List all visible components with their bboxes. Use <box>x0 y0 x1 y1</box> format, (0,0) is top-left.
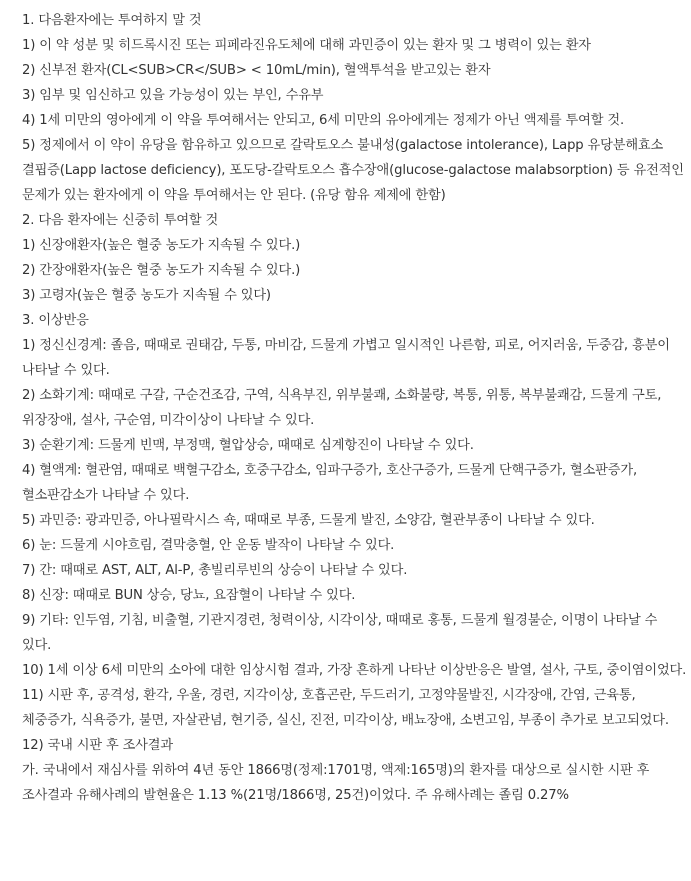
section-heading-adverse-reactions: 3. 이상반응 <box>22 313 89 328</box>
list-item: 7) 간: 때때로 AST, ALT, Al-P, 총빌리루빈의 상승이 나타날 수 있다. <box>22 563 408 578</box>
list-item: 6) 눈: 드물게 시야흐림, 결막충혈, 안 운동 발작이 나타날 수 있다. <box>22 538 395 553</box>
list-item: 가. 국내에서 재심사를 위하여 4년 동안 1866명(정제:1701명, 액제:165명)의 환자를 대상으로 실시한 시판 후 조사결과 유해사례의 발현율은 1.13 %(21명/1866명, 25건)이었다. 주 유해사례는 졸림 0.27% <box>22 763 654 803</box>
list-item: 5) 과민증: 광과민증, 아나필락시스 쇽, 때때로 부종, 드물게 발진, 소양감, 혈관부종이 나타날 수 있다. <box>22 513 595 528</box>
document-body <box>22 8 687 808</box>
list-item: 2) 소화기계: 때때로 구갈, 구순건조감, 구역, 식욕부진, 위부불쾌, 소화불량, 복통, 위통, 복부불쾌감, 드물게 구토, 위장장애, 설사, 구순염, 미각이상이 나타날 수 있다. <box>22 388 666 428</box>
section-heading-contraindications: 1. 다음환자에는 투여하지 말 것 <box>22 13 202 28</box>
list-item: 11) 시판 후, 공격성, 환각, 우울, 경련, 지각이상, 호흡곤란, 두드러기, 고정약물발진, 시각장애, 간염, 근육통, 체중증가, 식욕증가, 불면, 자살관념, 현기증, 실신, 진전, 미각이상, 배뇨장애, 소변고임, 부종이 추가로 보고되었다. <box>22 688 669 728</box>
list-item: 9) 기타: 인두염, 기침, 비출혈, 기관지경련, 청력이상, 시각이상, 때때로 홍통, 드물게 월경불순, 이명이 나타날 수 있다. <box>22 613 662 653</box>
section-heading-precautions: 2. 다음 환자에는 신중히 투여할 것 <box>22 213 219 228</box>
list-item: 4) 혈액계: 혈관염, 때때로 백혈구감소, 호중구감소, 임파구증가, 호산구증가, 드물게 단핵구증가, 혈소판증가, 혈소판감소가 나타날 수 있다. <box>22 463 642 503</box>
list-item: 2) 간장애환자(높은 혈중 농도가 지속될 수 있다.) <box>22 263 301 278</box>
list-item: 3) 고령자(높은 혈중 농도가 지속될 수 있다) <box>22 288 271 303</box>
list-item: 10) 1세 이상 6세 미만의 소아에 대한 임상시험 결과, 가장 흔하게 나타난 이상반응은 발열, 설사, 구토, 중이염이었다. <box>22 663 687 678</box>
list-item: 12) 국내 시판 후 조사결과 <box>22 738 173 753</box>
list-item: 3) 순환기계: 드물게 빈맥, 부정맥, 혈압상승, 때때로 심계항진이 나타날 수 있다. <box>22 438 474 453</box>
list-item: 3) 임부 및 임신하고 있을 가능성이 있는 부인, 수유부 <box>22 88 324 103</box>
list-item: 1) 신장애환자(높은 혈중 농도가 지속될 수 있다.) <box>22 238 301 253</box>
list-item: 8) 신장: 때때로 BUN 상승, 당뇨, 요잠혈이 나타날 수 있다. <box>22 588 356 603</box>
list-item: 5) 정제에서 이 약이 유당을 함유하고 있으므로 갈락토오스 불내성(galactose intolerance), Lapp 유당분해효소 결핍증(Lapp lactose deficiency), 포도당-갈락토오스 흡수장애(glucose-galactose malabsorption) 등 유전적인 문제가 있는 환자에게 이 약을 투여해서는 안 된다. (유당 함유 제제에 한함) <box>22 138 688 203</box>
list-item: 4) 1세 미만의 영아에게 이 약을 투여해서는 안되고, 6세 미만의 유아에게는 정제가 아닌 액제를 투여할 것. <box>22 113 624 128</box>
list-item: 1) 이 약 성분 및 히드록시진 또는 피페라진유도체에 대해 과민증이 있는 환자 및 그 병력이 있는 환자 <box>22 38 591 53</box>
list-item: 2) 신부전 환자(CL<SUB>CR</SUB> < 10mL/min), 혈액투석을 받고있는 환자 <box>22 63 491 78</box>
list-item: 1) 정신신경계: 졸음, 때때로 권태감, 두통, 마비감, 드물게 가볍고 일시적인 나른함, 피로, 어지러움, 두중감, 흥분이 나타날 수 있다. <box>22 338 674 378</box>
